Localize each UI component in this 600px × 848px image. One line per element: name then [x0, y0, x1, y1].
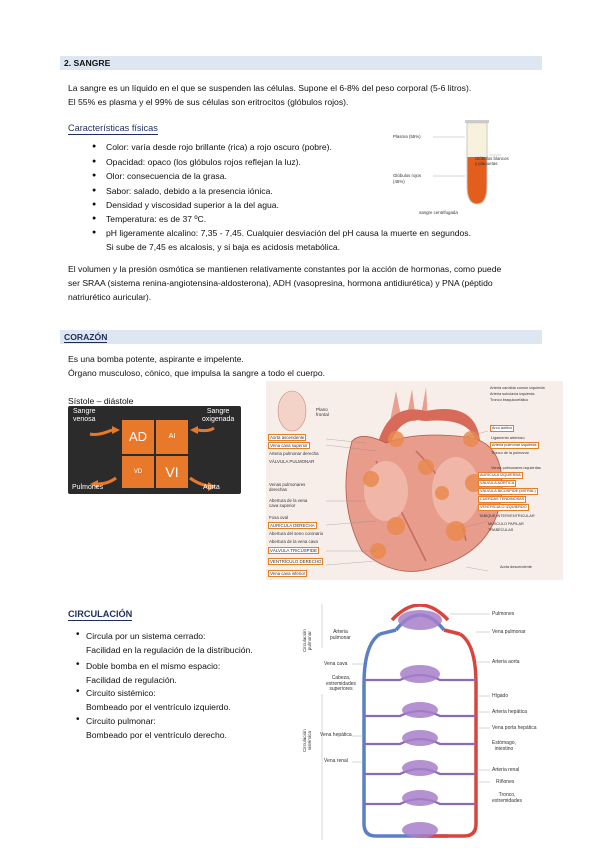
caracteristica-item	[106, 141, 332, 153]
caracteristica-label: Opacidad:	[106, 157, 146, 167]
caracteristica-label: Sabor:	[106, 186, 132, 196]
sangre-para-2: ser SRAA (sistema renina-angiotensina-aldosterona), ADH (vasopresina, hormona antidiurética) y PNA (péptido	[68, 278, 493, 288]
label-ventriculo-derecho: VENTRÍCULO DERECHO	[270, 559, 322, 564]
circulacion-item-detail: Bombeado por el ventrículo derecho.	[86, 730, 227, 740]
caracteristica-item	[106, 156, 301, 168]
label-abertura-vena: Abertura de la vena	[269, 498, 308, 503]
label-auricula-derecha: AURÍCULA DERECHA	[270, 523, 315, 528]
label-estomago: Estómago, intestino	[492, 740, 516, 752]
label-trabeculas: TRABÉCULAS	[488, 528, 514, 532]
sangre-oxigenada-label: Sangre oxigenada	[202, 408, 235, 423]
label-ventriculo-izquierdo: VENTRÍCULO IZQUIERDO	[480, 505, 527, 509]
label-arco-aortico: Arco aórtico	[492, 426, 513, 430]
circulacion-item-title: • Circuito sistémico:	[86, 687, 156, 699]
caracteristica-text: consecuencia de la grasa.	[124, 171, 227, 181]
circ-pulmonar-label: Circulación pulmonar	[302, 629, 312, 652]
label-derechas: derechas	[269, 487, 288, 492]
sangre-para-3: natriurético auricular).	[68, 292, 152, 302]
circulacion-item-title: • Circula por un sistema cerrado:	[86, 630, 205, 642]
sangre-intro-1: La sangre es un líquido en el que se suspenden las células. Supone el 6-8% del peso corporal (5-6 litros).	[68, 83, 472, 93]
label-valvula-pulmonar: VÁLVULA PULMONAR	[269, 459, 315, 464]
caracteristica-label: Temperatura:	[106, 214, 157, 224]
label-tronco-pulmonar: Tronco de la pulmonar	[491, 451, 529, 455]
caracteristica-text: varía desde rojo brillante (rica) a rojo oscuro (pobre).	[128, 142, 332, 152]
label-arteria-pulmonar-izquierda: Arteria pulmonar izquierda	[492, 443, 537, 447]
circulacion-item-title: • Doble bomba en el mismo espacio:	[86, 660, 220, 672]
circulacion-item-detail: Facilidad de regulación.	[86, 675, 177, 685]
caracteristica-text: opaco (los glóbulos rojos reflejan la luz).	[145, 157, 301, 167]
chamber-ai: AI	[156, 420, 188, 454]
caracteristica-text: y viscosidad superior a la del agua.	[142, 200, 279, 210]
test-tube-icon	[393, 118, 523, 218]
caracteristicas-heading: Características físicas	[68, 123, 158, 133]
circulacion-item-detail: Facilidad en la regulación de la distribución.	[86, 645, 253, 655]
caracteristica-item	[106, 199, 279, 211]
label-vena-pulmonar: Vena pulmonar	[492, 629, 526, 635]
sangre-intro-2: El 55% es plasma y el 99% de sus células son eritrocitos (glóbulos rojos).	[68, 97, 349, 107]
label-vena-renal: Vena renal	[324, 758, 348, 764]
label-vena-porta: Vena porta hepática	[492, 725, 537, 731]
label-higado: Hígado	[492, 693, 509, 699]
circulation-diagram	[300, 604, 552, 840]
caracteristica-label: Olor:	[106, 171, 125, 181]
label-auricula-izquierda: AURÍCULA IZQUIERDA	[480, 473, 521, 477]
label-arteria-pulmonar-derecha: Arteria pulmonar derecha	[269, 451, 319, 456]
corazon-line-2: Órgano musculoso, cónico, que impulsa la sangre a todo el cuerpo.	[68, 368, 326, 378]
label-subclavia: Arteria subclavia izquierda	[490, 392, 535, 396]
label-valvula-bicuspide: VÁLVULA BICÚSPIDE (MITRAL)	[480, 489, 536, 493]
label-vena-hepatica: Vena hepática	[320, 732, 352, 738]
caracteristica-label: pH ligeramente alcalino:	[106, 228, 199, 238]
label-vena-cava: Vena cava	[324, 661, 348, 667]
label-valvula-tricuspide: VÁLVULA TRICÚSPIDE	[270, 548, 317, 553]
plasma-label: Plasma (55%)	[393, 134, 421, 139]
label-arteria-pulmonar: Arteria pulmonar	[330, 629, 351, 641]
plaquetas-label: y plaquetas	[475, 161, 498, 166]
label-abertura-vena-cava: Abertura de la vena cava	[269, 539, 318, 544]
pulmones-label: Pulmones	[72, 484, 104, 491]
circulacion-item-title: • Circuito pulmonar:	[86, 715, 156, 727]
label-cuerdas-tendinosas: CUERDAS TENDINOSAS	[480, 497, 525, 501]
label-tabique: TABIQUE INTERVENTRICULAR	[479, 514, 535, 518]
sangre-para-1: El volumen y la presión osmótica se mantienen relativamente constantes por la acción de hormonas, como puede	[68, 264, 502, 274]
ph-continuation: Si sube de 7,45 es alcalosis, y si baja es acidosis metabólica.	[106, 242, 341, 252]
section-heading-corazon	[60, 330, 542, 344]
label-ligamento-arterioso: Ligamento arterioso	[491, 436, 525, 440]
label-cabeza: Cabeza, extremidades superiores	[326, 675, 357, 692]
label-vena-cava-superior: Vena cava superior	[270, 443, 308, 448]
caracteristica-item	[106, 213, 206, 225]
section-heading-sangre: 2. SANGRE	[60, 56, 542, 70]
caracteristica-item	[106, 185, 273, 197]
chamber-ad: AD	[122, 420, 154, 454]
centrifuged-blood-diagram	[393, 118, 523, 218]
tube-caption: sangre centrifugada	[419, 210, 458, 215]
heart-anatomy-illustration	[266, 381, 563, 580]
label-arteria-aorta: Arteria aorta	[492, 659, 520, 665]
caracteristica-item	[106, 170, 227, 182]
caracteristica-label: Color:	[106, 142, 129, 152]
label-pulmones: Pulmones	[492, 611, 515, 617]
caracteristica-label: Densidad	[106, 200, 143, 210]
label-valvula-aortica: VÁLVULA AÓRTICA	[480, 481, 515, 485]
label-vena-cava-inferior: Vena cava inferior	[270, 571, 306, 576]
caracteristica-text: 7,35 - 7,45. Cualquier desviación del pH causa la muerte en segundos.	[198, 228, 471, 238]
label-tronco-braquiocefalico: Tronco braquiocefálico	[490, 398, 529, 402]
label-fosa-oval: Fosa oval	[269, 515, 289, 520]
label-seno-coronario: Abertura del seno coronario	[269, 531, 324, 536]
corazon-line-1: Es una bomba potente, aspirante e impelente.	[68, 354, 244, 364]
label-arteria-hepatica: Arteria hepática	[492, 709, 528, 715]
label-musculo-papilar: MÚSCULO PAPILAR	[488, 522, 524, 526]
label-cava-superior: cava superior	[269, 503, 296, 508]
aorta-label: Aorta	[203, 484, 220, 491]
label-carotida: Arteria carótida común izquierda	[490, 386, 545, 390]
label-tronco: Tronco, extremidades	[492, 792, 523, 804]
plano-frontal-label: Plano frontal	[316, 407, 329, 417]
globulos-rojos-label: Glóbulos rojos	[393, 173, 422, 178]
globulos-blancos-label: Glóbulos blancos	[475, 156, 509, 161]
caracteristica-text: es de 37 ºC.	[156, 214, 207, 224]
circulacion-heading: CIRCULACIÓN	[68, 609, 133, 619]
heart-chambers-diagram	[68, 406, 241, 494]
circ-sistemica-label: Circulación sistémica	[302, 729, 312, 752]
label-rinones: Riñones	[496, 779, 515, 785]
label-aorta-ascendente: Aorta ascendente	[270, 435, 305, 440]
caracteristica-item	[106, 227, 471, 239]
label-arteria-renal: Arteria renal	[492, 767, 520, 773]
corazon-heading: CORAZÓN	[64, 332, 108, 342]
chamber-vd: VD	[122, 456, 154, 488]
globulos-rojos-pct: (45%)	[393, 179, 405, 184]
label-aorta-descendente: Aorta descendente	[500, 565, 532, 569]
circulacion-item-detail: Bombeado por el ventrículo izquierdo.	[86, 702, 231, 712]
label-venas-pulmonares-izq: Venas pulmonares izquierdas	[491, 466, 541, 470]
sistole-diastole-label: Sístole – diástole	[68, 396, 134, 406]
chamber-vi: VI	[156, 456, 188, 488]
label-venas-pulmonares: Venas pulmonares	[269, 482, 306, 487]
caracteristica-text: salado, debido a la presencia iónica.	[131, 186, 273, 196]
sangre-venosa-label: Sangre venosa	[73, 408, 96, 423]
